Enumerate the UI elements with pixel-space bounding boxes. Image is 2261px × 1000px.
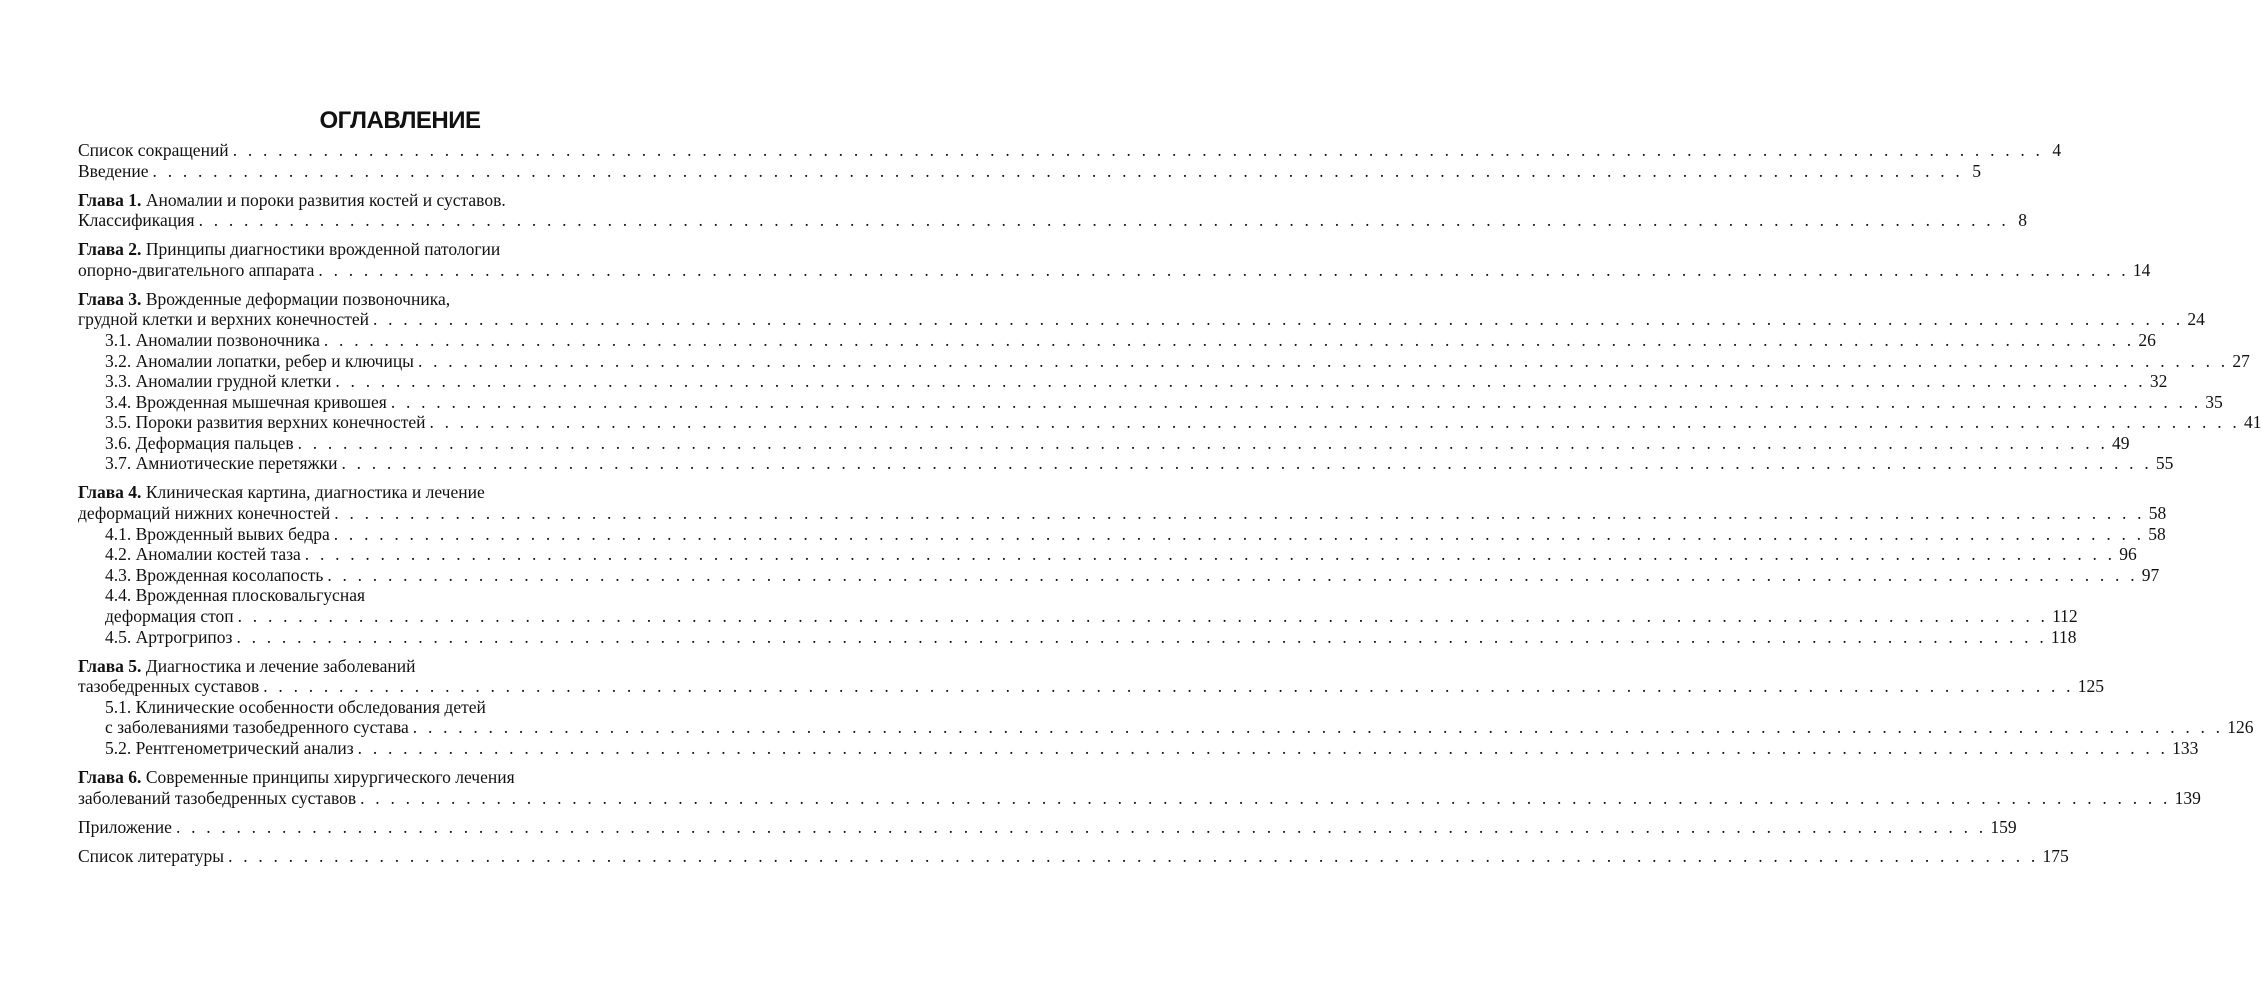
toc-line[interactable] <box>78 503 2167 524</box>
toc-line[interactable] <box>78 845 2069 867</box>
toc-line-text <box>105 453 337 474</box>
toc-line-text <box>78 210 195 231</box>
toc-line-text <box>78 817 172 838</box>
toc-line-text <box>105 606 234 627</box>
toc-line-text <box>78 161 149 182</box>
toc-line[interactable] <box>78 160 1981 182</box>
toc-line[interactable] <box>78 309 2205 330</box>
toc-entry <box>78 482 2167 647</box>
page-number: 8 <box>2018 210 2027 231</box>
toc-line-text <box>105 717 409 738</box>
toc-line-text <box>78 260 314 281</box>
page-number: 55 <box>2155 453 2174 474</box>
table-of-contents <box>78 140 2261 866</box>
chapter-label: Глава 6. <box>78 766 142 787</box>
entry-title: заболеваний тазобедренных суставов <box>78 787 357 808</box>
dot-leader: . . . . . . . . . . . . . . . . . . . . . . . . . . . . . . . . . . . . . . . . . . . . . . . . . . . . . . . . . . . . . . . . . . . . . . . . . . . . . . . . . . . . . . . . . . . . . . . . . . . . . . . . . . . . . . . . . . . . . . . . <box>323 329 2135 350</box>
toc-entry <box>78 160 1981 182</box>
dot-leader: . . . . . . . . . . . . . . . . . . . . . . . . . . . . . . . . . . . . . . . . . . . . . . . . . . . . . . . . . . . . . . . . . . . . . . . . . . . . . . . . . . . . . . . . . . . . . . . . . . . . . . . . . . . . . . . . . . . . . . . . <box>152 160 1963 181</box>
dot-leader: . . . . . . . . . . . . . . . . . . . . . . . . . . . . . . . . . . . . . . . . . . . . . . . . . . . . . . . . . . . . . . . . . . . . . . . . . . . . . . . . . . . . . . . . . . . . . . . . . . . . . . . . . . . . . . . . . . . . . . . . <box>390 391 2202 412</box>
toc-line[interactable] <box>78 210 2027 231</box>
toc-line-text <box>105 392 387 413</box>
toc-line-text <box>78 503 330 524</box>
page-number: 27 <box>2232 350 2250 371</box>
entry-title: 4.1. Врожденный вывих бедра <box>105 523 330 544</box>
page-number: 133 <box>2172 737 2199 758</box>
toc-line-text <box>78 190 506 211</box>
entry-title: 4.2. Аномалии костей таза <box>105 544 301 565</box>
dot-leader: . . . . . . . . . . . . . . . . . . . . . . . . . . . . . . . . . . . . . . . . . . . . . . . . . . . . . . . . . . . . . . . . . . . . . . . . . . . . . . . . . . . . . . . . . . . . . . . . . . . . . . . . . . . . . . . . . . . . . . . . <box>333 523 2145 544</box>
page-number: 175 <box>2042 845 2069 866</box>
toc-line[interactable] <box>78 564 2160 586</box>
toc-line[interactable] <box>78 239 713 260</box>
page-number: 126 <box>2227 717 2254 738</box>
page-title: ОГЛАВЛЕНИЕ <box>319 107 481 134</box>
toc-line[interactable] <box>78 412 2261 433</box>
page-number: 112 <box>2052 606 2078 627</box>
toc-line[interactable] <box>78 717 2254 738</box>
toc-line[interactable] <box>78 190 713 211</box>
entry-title: 3.5. Пороки развития верхних конечностей <box>105 412 426 433</box>
page-number: 96 <box>2119 544 2137 565</box>
toc-entry <box>78 766 2201 808</box>
toc-line-text <box>105 697 486 718</box>
toc-entry <box>78 655 2254 759</box>
toc-line-text <box>78 676 259 697</box>
dot-leader: . . . . . . . . . . . . . . . . . . . . . . . . . . . . . . . . . . . . . . . . . . . . . . . . . . . . . . . . . . . . . . . . . . . . . . . . . . . . . . . . . . . . . . . . . . . . . . . . . . . . . . . . . . . . . . . . . . . . . . . . <box>318 259 2129 280</box>
toc-line-text <box>105 544 301 565</box>
dot-leader: . . . . . . . . . . . . . . . . . . . . . . . . . . . . . . . . . . . . . . . . . . . . . . . . . . . . . . . . . . . . . . . . . . . . . . . . . . . . . . . . . . . . . . . . . . . . . . . . . . . . . . . . . . . . . . . . . . . . . . . . <box>304 544 2116 565</box>
page-number: 41 <box>2243 412 2261 433</box>
page-number: 5 <box>1972 160 1981 181</box>
toc-entry <box>78 239 2151 280</box>
toc-line-text <box>78 482 485 503</box>
toc-line[interactable] <box>78 140 2062 161</box>
toc-line[interactable] <box>78 432 2130 454</box>
toc-line[interactable] <box>78 676 2104 697</box>
toc-line[interactable] <box>78 544 2137 565</box>
page-number: 26 <box>2138 329 2156 350</box>
page-number: 24 <box>2187 309 2205 330</box>
toc-line[interactable] <box>78 371 2168 392</box>
entry-title: деформация стоп <box>105 606 234 627</box>
entry-title: 3.1. Аномалии позвоночника <box>105 329 320 350</box>
toc-line[interactable] <box>78 816 2017 838</box>
dot-leader: . . . . . . . . . . . . . . . . . . . . . . . . . . . . . . . . . . . . . . . . . . . . . . . . . . . . . . . . . . . . . . . . . . . . . . . . . . . . . . . . . . . . . . . . . . . . . . . . . . . . . . . . . . . . . . . . . . . . . . . . <box>198 210 2009 231</box>
dot-leader: . . . . . . . . . . . . . . . . . . . . . . . . . . . . . . . . . . . . . . . . . . . . . . . . . . . . . . . . . . . . . . . . . . . . . . . . . . . . . . . . . . . . . . . . . . . . . . . . . . . . . . . . . . . . . . . . . . . . . . . . <box>334 503 2145 524</box>
toc-line-text <box>78 846 224 867</box>
toc-entry <box>78 288 2261 474</box>
entry-title: 3.3. Аномалии грудной клетки <box>105 371 332 392</box>
entry-title: Аномалии и пороки развития костей и суставов. <box>145 189 506 210</box>
page-number: 58 <box>2148 523 2166 544</box>
entry-title: Принципы диагностики врожденной патологии <box>145 239 501 260</box>
toc-line-text <box>78 656 416 677</box>
chapter-label: Глава 3. <box>78 288 142 309</box>
toc-line-text <box>78 788 356 809</box>
entry-title: Список сокращений <box>78 140 229 160</box>
toc-line-text <box>105 738 354 759</box>
entry-title: с заболеваниями тазобедренного сустава <box>105 717 409 738</box>
dot-leader: . . . . . . . . . . . . . . . . . . . . . . . . . . . . . . . . . . . . . . . . . . . . . . . . . . . . . . . . . . . . . . . . . . . . . . . . . . . . . . . . . . . . . . . . . . . . . . . . . . . . . . . . . . . . . . . . . . . . . . . . <box>237 606 2049 627</box>
entry-title: тазобедренных суставов <box>78 676 260 697</box>
toc-line-text <box>105 433 294 454</box>
toc-entry <box>78 140 2062 161</box>
dot-leader: . . . . . . . . . . . . . . . . . . . . . . . . . . . . . . . . . . . . . . . . . . . . . . . . . . . . . . . . . . . . . . . . . . . . . . . . . . . . . . . . . . . . . . . . . . . . . . . . . . . . . . . . . . . . . . . . . . . . . . . . <box>412 717 2224 738</box>
toc-line[interactable] <box>78 585 713 606</box>
toc-line[interactable] <box>78 656 713 677</box>
toc-line[interactable] <box>78 737 2199 759</box>
entry-title: Приложение <box>78 816 172 837</box>
toc-line[interactable] <box>78 289 713 310</box>
entry-title: грудной клетки и верхних конечностей <box>78 309 369 330</box>
dot-leader: . . . . . . . . . . . . . . . . . . . . . . . . . . . . . . . . . . . . . . . . . . . . . . . . . . . . . . . . . . . . . . . . . . . . . . . . . . . . . . . . . . . . . . . . . . . . . . . . . . . . . . . . . . . . . . . . . . . . . . . . <box>357 737 2169 758</box>
toc-entry <box>78 845 2069 867</box>
toc-line[interactable] <box>78 523 2166 545</box>
toc-line[interactable] <box>78 453 2174 474</box>
page-number: 35 <box>2205 391 2223 412</box>
toc-line-text <box>105 524 330 545</box>
toc-entry <box>78 816 2017 838</box>
entry-title: Современные принципы хирургического лечения <box>145 766 515 787</box>
entry-title: Клиническая картина, диагностика и лечение <box>145 482 485 503</box>
entry-title: деформаций нижних конечностей <box>78 503 331 524</box>
toc-line-text <box>78 239 500 260</box>
toc-line-text <box>78 289 450 310</box>
chapter-label: Глава 4. <box>78 482 142 503</box>
page-number: 139 <box>2174 787 2201 808</box>
entry-title: 4.5. Артрогрипоз <box>105 626 233 647</box>
dot-leader: . . . . . . . . . . . . . . . . . . . . . . . . . . . . . . . . . . . . . . . . . . . . . . . . . . . . . . . . . . . . . . . . . . . . . . . . . . . . . . . . . . . . . . . . . . . . . . . . . . . . . . . . . . . . . . . . . . . . . . . . <box>360 787 2171 808</box>
page-number: 159 <box>1990 816 2017 837</box>
page-number: 125 <box>2077 676 2104 697</box>
toc-line-text <box>105 330 320 351</box>
toc-line-text <box>105 585 365 606</box>
chapter-label: Глава 2. <box>78 239 142 260</box>
toc-line[interactable] <box>78 626 2077 648</box>
entry-title: 4.3. Врожденная косолапость <box>105 564 324 585</box>
toc-line-text <box>105 627 232 648</box>
toc-line-text <box>105 371 331 392</box>
page-number: 49 <box>2112 432 2130 453</box>
toc-line-text <box>78 140 229 161</box>
toc-line[interactable] <box>78 259 2151 281</box>
toc-line[interactable] <box>78 329 2156 351</box>
dot-leader: . . . . . . . . . . . . . . . . . . . . . . . . . . . . . . . . . . . . . . . . . . . . . . . . . . . . . . . . . . . . . . . . . . . . . . . . . . . . . . . . . . . . . . . . . . . . . . . . . . . . . . . . . . . . . . . . . . . . . . . . <box>341 453 2152 474</box>
page-number: 32 <box>2149 371 2168 392</box>
entry-title: 3.4. Врожденная мышечная кривошея <box>105 391 387 412</box>
page-number: 97 <box>2141 564 2160 585</box>
page-number: 58 <box>2148 503 2167 524</box>
dot-leader: . . . . . . . . . . . . . . . . . . . . . . . . . . . . . . . . . . . . . . . . . . . . . . . . . . . . . . . . . . . . . . . . . . . . . . . . . . . . . . . . . . . . . . . . . . . . . . . . . . . . . . . . . . . . . . . . . . . . . . . . <box>228 845 2039 866</box>
entry-title: 5.1. Клинические особенности обследования детей <box>105 696 486 717</box>
page-number: 14 <box>2132 259 2151 280</box>
entry-title: Диагностика и лечение заболеваний <box>145 655 416 676</box>
dot-leader: . . . . . . . . . . . . . . . . . . . . . . . . . . . . . . . . . . . . . . . . . . . . . . . . . . . . . . . . . . . . . . . . . . . . . . . . . . . . . . . . . . . . . . . . . . . . . . . . . . . . . . . . . . . . . . . . . . . . . . . . <box>236 626 2047 647</box>
chapter-label: Глава 1. <box>78 189 142 210</box>
toc-line[interactable] <box>78 482 713 503</box>
page-number: 4 <box>2052 140 2062 160</box>
toc-line-text <box>78 309 369 330</box>
dot-leader: . . . . . . . . . . . . . . . . . . . . . . . . . . . . . . . . . . . . . . . . . . . . . . . . . . . . . . . . . . . . . . . . . . . . . . . . . . . . . . . . . . . . . . . . . . . . . . . . . . . . . . . . . . . . . . . . . . . . . . . . <box>297 432 2109 453</box>
entry-title: Список литературы <box>78 845 225 866</box>
entry-title: 3.6. Деформация пальцев <box>105 432 294 453</box>
toc-line[interactable] <box>78 787 2201 809</box>
toc-entry <box>78 189 2027 231</box>
toc-line-text <box>78 767 515 788</box>
toc-line-text <box>105 351 414 372</box>
dot-leader: . . . . . . . . . . . . . . . . . . . . . . . . . . . . . . . . . . . . . . . . . . . . . . . . . . . . . . . . . . . . . . . . . . . . . . . . . . . . . . . . . . . . . . . . . . . . . . . . . . . . . . . . . . . . . . . . . . . . . . . . <box>175 816 1987 837</box>
dot-leader: . . . . . . . . . . . . . . . . . . . . . . . . . . . . . . . . . . . . . . . . . . . . . . . . . . . . . . . . . . . . . . . . . . . . . . . . . . . . . . . . . . . . . . . . . . . . . . . . . . . . . . . . . . . . . . . . . . . . . . . . <box>327 564 2138 585</box>
dot-leader: . . . . . . . . . . . . . . . . . . . . . . . . . . . . . . . . . . . . . . . . . . . . . . . . . . . . . . . . . . . . . . . . . . . . . . . . . . . . . . . . . . . . . . . . . . . . . . . . . . . . . . . . . . . . . . . . . . . . . . . . <box>417 350 2229 371</box>
toc-line-text <box>105 565 323 586</box>
entry-title: 4.4. Врожденная плосковальгусная <box>105 585 366 606</box>
dot-leader: . . . . . . . . . . . . . . . . . . . . . . . . . . . . . . . . . . . . . . . . . . . . . . . . . . . . . . . . . . . . . . . . . . . . . . . . . . . . . . . . . . . . . . . . . . . . . . . . . . . . . . . . . . . . . . . . . . . . . . . . <box>335 371 2146 392</box>
dot-leader: . . . . . . . . . . . . . . . . . . . . . . . . . . . . . . . . . . . . . . . . . . . . . . . . . . . . . . . . . . . . . . . . . . . . . . . . . . . . . . . . . . . . . . . . . . . . . . . . . . . . . . . . . . . . . . . . . . . . . . . . <box>232 140 2044 160</box>
entry-title: Классификация <box>78 210 195 231</box>
dot-leader: . . . . . . . . . . . . . . . . . . . . . . . . . . . . . . . . . . . . . . . . . . . . . . . . . . . . . . . . . . . . . . . . . . . . . . . . . . . . . . . . . . . . . . . . . . . . . . . . . . . . . . . . . . . . . . . . . . . . . . . . <box>429 412 2240 433</box>
chapter-label: Глава 5. <box>78 655 142 676</box>
entry-title: Введение <box>78 160 149 181</box>
page-number: 118 <box>2050 626 2077 647</box>
entry-title: Врожденные деформации позвоночника, <box>145 288 451 309</box>
entry-title: 5.2. Рентгенометрический анализ <box>105 737 354 758</box>
toc-line[interactable] <box>78 350 2250 372</box>
entry-title: 3.2. Аномалии лопатки, ребер и ключицы <box>105 350 414 371</box>
toc-line[interactable] <box>78 697 713 718</box>
dot-leader: . . . . . . . . . . . . . . . . . . . . . . . . . . . . . . . . . . . . . . . . . . . . . . . . . . . . . . . . . . . . . . . . . . . . . . . . . . . . . . . . . . . . . . . . . . . . . . . . . . . . . . . . . . . . . . . . . . . . . . . . <box>372 309 2184 330</box>
toc-line-text <box>105 412 426 433</box>
entry-title: 3.7. Амниотические перетяжки <box>105 453 338 474</box>
toc-line[interactable] <box>78 767 713 788</box>
toc-line[interactable] <box>78 391 2223 413</box>
toc-line[interactable] <box>78 606 2078 627</box>
dot-leader: . . . . . . . . . . . . . . . . . . . . . . . . . . . . . . . . . . . . . . . . . . . . . . . . . . . . . . . . . . . . . . . . . . . . . . . . . . . . . . . . . . . . . . . . . . . . . . . . . . . . . . . . . . . . . . . . . . . . . . . . <box>263 676 2074 697</box>
entry-title: опорно-двигательного аппарата <box>78 259 315 280</box>
